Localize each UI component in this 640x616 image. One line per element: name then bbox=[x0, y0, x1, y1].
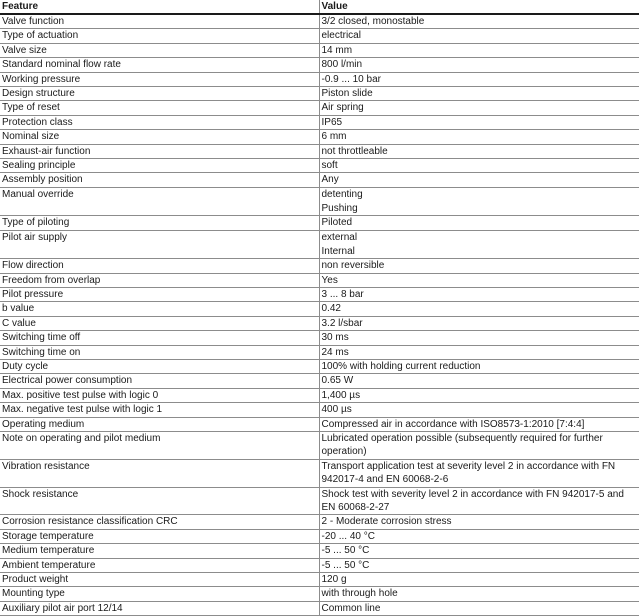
value-text: 24 ms bbox=[321, 346, 349, 358]
value-text: Compressed air in accordance with ISO8573-1:2010 [7:4:4] bbox=[321, 418, 585, 430]
value-cell bbox=[319, 273, 639, 287]
value-text: Common line bbox=[321, 602, 381, 614]
value-text: 800 l/min bbox=[321, 59, 363, 71]
value-text: Transport application test at severity level 2 in accordance with FN 942017-4 and EN 60068-2-6 bbox=[321, 460, 616, 486]
value-text: Yes bbox=[321, 274, 338, 286]
value-cell bbox=[319, 115, 639, 129]
feature-cell: Operating medium bbox=[0, 417, 319, 431]
value-cell bbox=[319, 374, 639, 388]
value-text: 6 mm bbox=[321, 131, 347, 143]
feature-cell: Mounting type bbox=[0, 587, 319, 601]
table-row bbox=[0, 529, 639, 543]
value-text: 14 mm bbox=[321, 44, 353, 56]
value-cell bbox=[319, 403, 639, 417]
value-cell bbox=[319, 529, 639, 543]
feature-cell: Type of piloting bbox=[0, 216, 319, 230]
feature-cell: Electrical power consumption bbox=[0, 374, 319, 388]
table-row bbox=[0, 487, 639, 515]
value-cell bbox=[319, 14, 639, 29]
table-row bbox=[0, 87, 639, 101]
value-cell bbox=[319, 316, 639, 330]
table-row bbox=[0, 43, 639, 57]
value-cell bbox=[319, 544, 639, 558]
value-cell bbox=[319, 130, 639, 144]
value-text: external bbox=[321, 231, 358, 243]
feature-cell: Assembly position bbox=[0, 173, 319, 187]
feature-cell: Type of reset bbox=[0, 101, 319, 115]
feature-cell: Switching time on bbox=[0, 345, 319, 359]
value-text: -5 ... 50 °C bbox=[321, 545, 370, 557]
table-row bbox=[0, 345, 639, 359]
feature-cell: Manual override bbox=[0, 187, 319, 215]
table-row bbox=[0, 573, 639, 587]
value-cell bbox=[319, 87, 639, 101]
table-row bbox=[0, 558, 639, 572]
value-cell bbox=[319, 345, 639, 359]
value-text: 2 - Moderate corrosion stress bbox=[321, 516, 452, 528]
feature-cell: Exhaust-air function bbox=[0, 144, 319, 158]
value-text: IP65 bbox=[321, 116, 343, 128]
table-row bbox=[0, 273, 639, 287]
table-row bbox=[0, 601, 639, 615]
value-text: Lubricated operation possible (subsequently required for further operation) bbox=[321, 432, 603, 458]
table-row bbox=[0, 101, 639, 115]
feature-cell: Medium temperature bbox=[0, 544, 319, 558]
value-cell bbox=[319, 431, 639, 459]
value-text: 3/2 closed, monostable bbox=[321, 16, 425, 27]
value-text: Pushing bbox=[321, 202, 358, 214]
feature-cell: Storage temperature bbox=[0, 529, 319, 543]
value-text: 30 ms bbox=[321, 332, 349, 344]
feature-cell: Max. negative test pulse with logic 1 bbox=[0, 403, 319, 417]
feature-cell: Design structure bbox=[0, 87, 319, 101]
table-row bbox=[0, 14, 639, 29]
value-cell bbox=[319, 459, 639, 487]
feature-cell: Valve size bbox=[0, 43, 319, 57]
feature-cell: Switching time off bbox=[0, 331, 319, 345]
value-cell bbox=[319, 287, 639, 301]
feature-cell: C value bbox=[0, 316, 319, 330]
table-body bbox=[0, 14, 639, 616]
value-text: not throttleable bbox=[321, 145, 388, 157]
feature-cell: Standard nominal flow rate bbox=[0, 58, 319, 72]
value-text: electrical bbox=[321, 30, 361, 42]
table-row bbox=[0, 544, 639, 558]
table-row bbox=[0, 216, 639, 230]
value-cell bbox=[319, 29, 639, 43]
value-cell bbox=[319, 230, 639, 258]
feature-cell: Flow direction bbox=[0, 259, 319, 273]
table-row bbox=[0, 316, 639, 330]
value-cell bbox=[319, 72, 639, 86]
value-cell bbox=[319, 487, 639, 515]
value-cell bbox=[319, 58, 639, 72]
value-cell bbox=[319, 587, 639, 601]
value-text: Piloted bbox=[321, 217, 353, 229]
feature-cell: Duty cycle bbox=[0, 359, 319, 373]
value-cell bbox=[319, 331, 639, 345]
value-cell bbox=[319, 417, 639, 431]
table-row bbox=[0, 403, 639, 417]
table-row bbox=[0, 331, 639, 345]
table-row bbox=[0, 287, 639, 301]
feature-cell: b value bbox=[0, 302, 319, 316]
feature-cell: Working pressure bbox=[0, 72, 319, 86]
value-text: Piston slide bbox=[321, 88, 373, 100]
feature-cell: Max. positive test pulse with logic 0 bbox=[0, 388, 319, 402]
value-text: Shock test with severity level 2 in accordance with FN 942017-5 and EN 60068-2-27 bbox=[321, 488, 624, 513]
table-row bbox=[0, 417, 639, 431]
value-text: detenting bbox=[321, 188, 363, 200]
value-text: 3.2 l/sbar bbox=[321, 317, 363, 329]
feature-cell: Ambient temperature bbox=[0, 558, 319, 572]
feature-cell: Note on operating and pilot medium bbox=[0, 431, 319, 459]
table-row bbox=[0, 144, 639, 158]
table-row bbox=[0, 130, 639, 144]
feature-cell: Pilot pressure bbox=[0, 287, 319, 301]
value-text: Air spring bbox=[321, 102, 364, 114]
value-cell bbox=[319, 558, 639, 572]
value-cell bbox=[319, 302, 639, 316]
value-cell bbox=[319, 359, 639, 373]
value-cell bbox=[319, 173, 639, 187]
value-text: -5 ... 50 °C bbox=[321, 559, 370, 571]
table-row bbox=[0, 587, 639, 601]
feature-cell: Vibration resistance bbox=[0, 459, 319, 487]
table-row bbox=[0, 259, 639, 273]
value-text: 400 µs bbox=[321, 404, 352, 416]
feature-cell: Shock resistance bbox=[0, 487, 319, 515]
table-row bbox=[0, 359, 639, 373]
value-cell bbox=[319, 573, 639, 587]
value-text: 100% with holding current reduction bbox=[321, 360, 481, 372]
table-row bbox=[0, 173, 639, 187]
value-text: -0.9 ... 10 bar bbox=[321, 73, 381, 85]
table-row bbox=[0, 72, 639, 86]
table-row bbox=[0, 230, 639, 258]
table-header-row bbox=[0, 0, 639, 14]
value-cell bbox=[319, 601, 639, 615]
header-feature: Feature bbox=[0, 0, 319, 14]
value-text: 3 ... 8 bar bbox=[321, 288, 364, 300]
feature-cell: Protection class bbox=[0, 115, 319, 129]
feature-cell: Valve function bbox=[0, 14, 319, 29]
feature-cell: Auxiliary pilot air port 12/14 bbox=[0, 601, 319, 615]
value-text: 0.65 W bbox=[321, 375, 354, 387]
value-text: 120 g bbox=[321, 574, 347, 586]
value-text: non reversible bbox=[321, 260, 385, 272]
value-text: -20 ... 40 °C bbox=[321, 530, 375, 542]
table-row bbox=[0, 431, 639, 459]
value-cell bbox=[319, 216, 639, 230]
value-cell bbox=[319, 43, 639, 57]
feature-cell: Corrosion resistance classification CRC bbox=[0, 515, 319, 529]
table-row bbox=[0, 187, 639, 215]
table-row bbox=[0, 388, 639, 402]
feature-cell: Type of actuation bbox=[0, 29, 319, 43]
header-value: Value bbox=[319, 0, 639, 14]
value-text: Any bbox=[321, 174, 339, 186]
value-text: with through hole bbox=[321, 588, 398, 600]
feature-cell: Pilot air supply bbox=[0, 230, 319, 258]
feature-cell: Product weight bbox=[0, 573, 319, 587]
value-text: 1,400 µs bbox=[321, 389, 361, 401]
value-cell bbox=[319, 159, 639, 173]
value-cell bbox=[319, 144, 639, 158]
value-cell bbox=[319, 388, 639, 402]
table-row bbox=[0, 58, 639, 72]
table-row bbox=[0, 29, 639, 43]
table-row bbox=[0, 159, 639, 173]
value-cell bbox=[319, 101, 639, 115]
value-text: Internal bbox=[321, 245, 355, 257]
feature-cell: Sealing principle bbox=[0, 159, 319, 173]
value-text: soft bbox=[321, 160, 338, 172]
table-row bbox=[0, 515, 639, 529]
table-row bbox=[0, 302, 639, 316]
table-row bbox=[0, 374, 639, 388]
value-cell bbox=[319, 259, 639, 273]
table-row bbox=[0, 115, 639, 129]
value-cell bbox=[319, 187, 639, 215]
table-row bbox=[0, 459, 639, 487]
value-cell bbox=[319, 515, 639, 529]
feature-cell: Nominal size bbox=[0, 130, 319, 144]
feature-cell: Freedom from overlap bbox=[0, 273, 319, 287]
value-text: 0.42 bbox=[321, 303, 341, 315]
